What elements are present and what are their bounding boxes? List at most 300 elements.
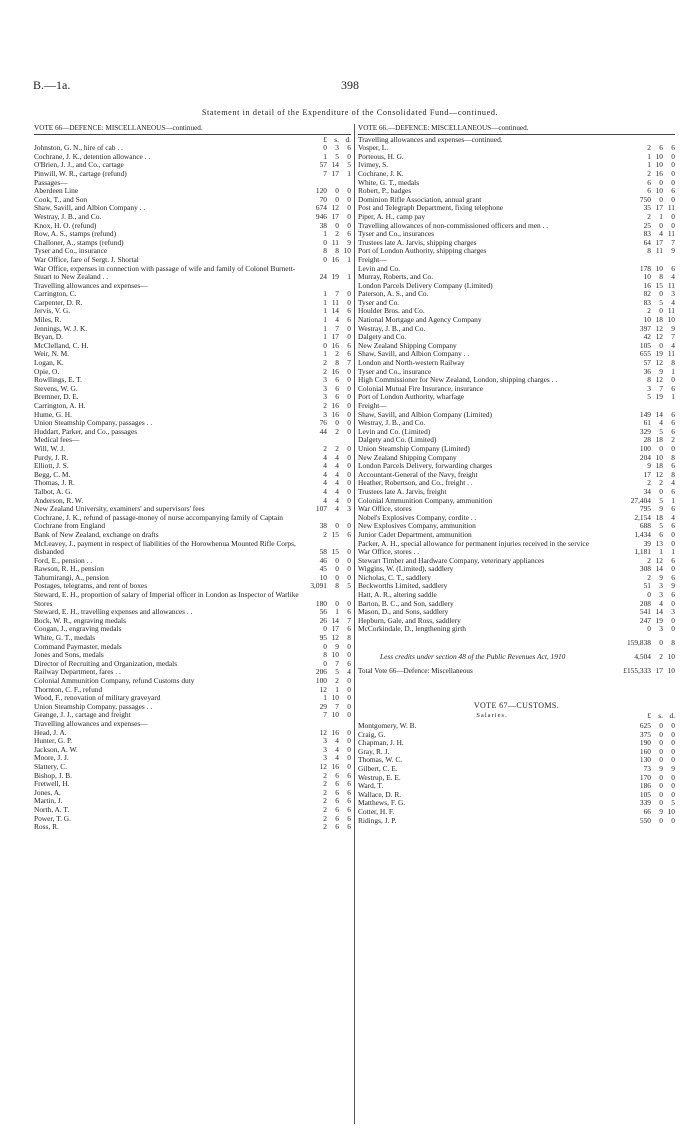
row-pounds: 38 [319,220,327,230]
row-description: Trustees late A. Jarvis, freight [358,487,447,496]
row-pounds: 190 [639,738,651,748]
row-shillings: 0 [659,815,663,825]
row-shillings: 10 [331,650,339,660]
row-shillings: 0 [659,798,663,808]
table-row [358,514,675,523]
row-description: Craig, G. [358,730,386,739]
row-pounds: 180 [315,598,327,608]
row-shillings: 9 [659,366,663,376]
row-description: Travelling allowances and expenses— [34,281,148,290]
table-row [34,170,351,179]
row-description: Wiggins, W. (Limited), saddlery [358,565,454,574]
table-row [358,170,675,179]
row-pounds: 0 [647,590,651,600]
table-row [34,196,351,205]
row-pounds: 76 [319,418,327,428]
row-pounds: 105 [639,340,651,350]
row-pounds: 8 [323,650,327,660]
row-description: New Zealand Shipping Company [358,341,457,350]
row-description: Will, W. J. [34,444,66,453]
row-pounds: 0 [323,624,327,634]
row-pence: 11 [667,280,675,290]
row-pounds: 550 [639,815,651,825]
table-row [34,385,351,394]
row-pounds: 625 [639,721,651,730]
row-pounds: 8 [323,246,327,256]
row-pounds: 120 [315,186,327,196]
row-description: Levin and Co. [358,264,401,273]
left-column [34,124,351,832]
row-description: Fretwell, H. [34,780,70,789]
table-row [34,625,351,634]
table-row [358,548,675,557]
row-shillings: 16 [331,340,339,350]
row-pounds: 4 [323,478,327,488]
row-pence: 0 [347,203,351,213]
row-description: London and North-western Railway [358,359,465,368]
row-description: Power, T. G. [34,814,71,823]
row-pence: 0 [347,194,351,204]
table-row [34,643,351,652]
row-pence: 0 [347,418,351,428]
row-pounds: 9 [647,461,651,471]
row-description: Ivimey, S. [358,161,389,170]
row-pounds: 655 [639,349,651,359]
row-pounds: 2 [647,211,651,221]
row-pounds: 3 [323,753,327,763]
row-pence: 6 [347,607,351,617]
row-pounds: 397 [639,323,651,333]
row-pounds: 0 [647,624,651,634]
row-description: Union Steamship Company, passages . . [34,419,153,428]
table-row [34,565,351,574]
row-pounds: 57 [319,160,327,170]
table-row [34,333,351,342]
row-pence: 6 [671,572,675,582]
row-description: Jennings, W. J. K. [34,324,88,333]
row-description: London Parcels Delivery, forwarding charges [358,462,493,471]
row-pence: 6 [671,461,675,471]
row-shillings: 19 [655,349,663,359]
table-row [34,488,351,497]
row-pence: 7 [347,615,351,625]
row-pence: 1 [671,392,675,402]
row-shillings: 0 [335,186,339,196]
row-pounds: 35 [643,203,651,213]
shillings-header: s. [658,711,663,721]
table-row [34,161,351,170]
row-shillings: 10 [655,151,663,161]
row-shillings: 18 [655,435,663,445]
row-shillings: 1 [335,607,339,617]
row-shillings: 0 [335,555,339,565]
row-description: Hepburn, Gale, and Ross, saddlery [358,616,461,625]
row-shillings: 2 [335,349,339,359]
row-shillings: 2 [659,478,663,488]
table-row [34,729,351,738]
row-pence: 0 [347,495,351,505]
row-description: Miles, R. [34,316,62,325]
row-pence: 0 [347,736,351,746]
table-row [358,187,675,196]
row-pounds: 2 [323,358,327,368]
row-pence: 5 [671,798,675,808]
page-number: 398 [341,78,359,92]
row-pence: 6 [347,822,351,832]
row-description: Levin and Co. (Limited) [358,427,431,436]
row-pounds: 64 [643,237,651,247]
row-pence: 0 [671,781,675,791]
row-pounds: 38 [319,521,327,531]
row-pence: 6 [671,409,675,419]
row-shillings: 16 [331,366,339,376]
row-description: Robert, P., badges [358,187,412,196]
total-pence: 10 [667,666,675,676]
row-shillings: 9 [659,806,663,816]
row-shillings: 0 [659,306,663,316]
row-shillings: 4 [335,736,339,746]
row-pounds: 1 [647,151,651,161]
row-pence: 6 [347,787,351,797]
row-pounds: 795 [639,504,651,514]
row-shillings: 4 [335,461,339,471]
row-pence: 1 [671,366,675,376]
row-pounds: 1 [323,349,327,359]
pence-header: d. [345,134,351,144]
less-credits-pounds: 4,504 [634,651,651,661]
table-row [34,307,351,316]
table-row [358,436,675,445]
row-pence: 6 [347,306,351,316]
table-row [34,668,351,677]
table-row [358,385,675,394]
row-pence: 0 [347,297,351,307]
row-description: Director of Recruiting and Organization, medals [34,659,178,668]
row-shillings: 3 [335,143,339,153]
table-row [358,565,675,574]
row-shillings: 16 [331,761,339,771]
row-pounds: 186 [639,781,651,791]
table-row [34,402,351,411]
row-pounds: 45 [319,564,327,574]
table-row [358,617,675,626]
row-description: Bishop, J. B. [34,771,72,780]
row-pence: 0 [671,815,675,825]
row-description: Jones, A. [34,788,61,797]
row-pence: 0 [347,289,351,299]
row-pence: 10 [343,246,351,256]
table-row [358,368,675,377]
row-description: Tyser and Co. [358,298,400,307]
row-pounds: 208 [639,598,651,608]
row-shillings: 14 [331,615,339,625]
row-pence: 0 [347,211,351,221]
row-pence: 0 [347,323,351,333]
row-pounds: 4 [323,469,327,479]
table-row [34,445,351,454]
row-pounds: 29 [319,701,327,711]
row-pounds: 51 [643,581,651,591]
right-expenditure-list [358,136,675,634]
row-pence: 1 [671,495,675,505]
row-shillings: 4 [335,744,339,754]
row-shillings: 15 [331,529,339,539]
row-pence: 0 [671,220,675,230]
table-row [358,273,675,282]
row-pence: 7 [671,237,675,247]
table-row [358,239,675,248]
row-pence: 10 [667,315,675,325]
row-description: Jervis, V. G. [34,307,71,316]
row-pence: 0 [347,375,351,385]
row-pence: 0 [347,710,351,720]
row-shillings: 6 [335,804,339,814]
row-pounds: 6 [647,186,651,196]
row-pence: 8 [671,452,675,462]
row-shillings: 7 [335,701,339,711]
row-shillings: 17 [655,237,663,247]
table-row [34,419,351,428]
table-row [34,222,351,231]
table-row [358,290,675,299]
row-pounds: 83 [643,297,651,307]
row-shillings: 6 [335,822,339,832]
subtotal-pounds: 159,838 [626,638,651,648]
row-description: Post and Telegraph Department, fixing telephone [358,204,504,213]
row-pounds: 130 [639,755,651,765]
row-pence: 9 [671,323,675,333]
less-credits-row [358,653,675,662]
row-shillings: 7 [335,323,339,333]
row-pounds: 61 [643,418,651,428]
row-pence: 6 [347,779,351,789]
table-row [34,393,351,402]
right-column-heading: VOTE 66.—DEFENCE: MISCELLANEOUS—continued. [358,124,529,132]
row-shillings: 6 [335,375,339,385]
row-pounds: 4 [323,461,327,471]
row-shillings: 18 [655,461,663,471]
row-description: Pinwill, W. R., cartage (refund) [34,169,127,178]
row-shillings: 0 [659,781,663,791]
table-row [34,350,351,359]
row-shillings: 0 [659,177,663,187]
row-description: Freight— [358,402,387,410]
row-pence: 6 [347,658,351,668]
row-pounds: 375 [639,729,651,739]
row-description: Ward, T. [358,782,384,791]
table-row [34,608,351,617]
row-pounds: 160 [639,746,651,756]
row-shillings: 4 [335,486,339,496]
table-row [34,153,351,162]
row-description: Huddart, Parker, and Co., passages [34,427,138,436]
row-shillings: 6 [335,779,339,789]
table-row [358,428,675,437]
row-pence: 0 [671,729,675,739]
table-row [34,797,351,806]
table-row [34,230,351,239]
row-shillings: 4 [335,452,339,462]
row-pence: 4 [671,272,675,282]
row-pounds: 2 [647,555,651,565]
row-pence: 0 [347,701,351,711]
total-shillings: 17 [655,666,663,676]
row-pounds: 946 [315,211,327,221]
row-pence: 7 [671,332,675,342]
row-description: War Office, fare of Sergt. J. Shortal [34,255,139,264]
row-pounds: 66 [643,806,651,816]
row-pence: 6 [347,315,351,325]
row-description: Begg, C. M. [34,470,71,479]
row-description: Bremner, D. E. [34,393,79,402]
row-shillings: 14 [655,607,663,617]
row-pence: 3 [671,289,675,299]
row-description: Aberdeen Line [34,187,79,196]
table-row [358,196,675,205]
table-row [358,161,675,170]
row-description: O'Brien, J. J., and Co., cartage [34,161,124,170]
row-description: Postages, telegrams, and rent of boxes [34,582,148,591]
row-pounds: 1 [323,693,327,703]
table-row [34,368,351,377]
row-shillings: 14 [655,564,663,574]
row-pounds: 2 [323,804,327,814]
row-pounds: 1 [323,297,327,307]
row-description: War Office, stores [358,505,412,514]
table-row [358,402,675,411]
row-description: Travelling allowances and expenses— [34,719,148,728]
row-pounds: 34 [643,486,651,496]
row-pence: 6 [347,529,351,539]
row-shillings: 16 [331,254,339,264]
left-column-heading: VOTE 66—DEFENCE: MISCELLANEOUS—continued. [34,124,203,132]
row-pounds: 36 [643,366,651,376]
row-description: Jones and Sons, medals [34,651,104,660]
shillings-header: s. [334,134,339,144]
table-row [34,359,351,368]
row-description: Medical fees— [34,436,80,445]
row-shillings: 9 [335,641,339,651]
row-pounds: 12 [319,727,327,737]
row-shillings: 1 [659,547,663,557]
row-description: Tahumirangi, A., pension [34,573,109,582]
row-description: McLeavey, J., payment in respect of liabilities of the Horowhenua Mounted Rifle Corps, disbanded [34,539,296,557]
row-pence: 6 [347,804,351,814]
row-description: Logan, K. [34,359,64,368]
table-row [34,316,351,325]
row-description: Martin, J. [34,797,63,806]
row-pence: 0 [671,624,675,634]
table-row [358,136,675,145]
less-credits-pence: 10 [667,651,675,661]
row-description: Union Steamship Company (Limited) [358,444,470,453]
row-pounds: 2 [323,770,327,780]
row-description: Thomas, W. C. [358,756,403,765]
row-description: Carrington, C. [34,290,77,299]
row-description: Nobel's Explosives Company, cordite . . [358,513,477,522]
table-row [34,204,351,213]
row-pence: 0 [347,186,351,196]
row-description: Barton, B. C., and Son, saddlery [358,599,454,608]
row-pence: 0 [347,332,351,342]
row-description: Hume, G. H. [34,410,72,419]
row-description: Piper, A. H., camp pay [358,212,426,221]
row-pence: 0 [671,443,675,453]
row-shillings: 10 [331,710,339,720]
row-shillings: 19 [331,272,339,282]
row-description: Knox, H. O. (refund) [34,221,97,230]
table-row [358,479,675,488]
heading-rule [358,134,675,135]
row-pence: 6 [671,426,675,436]
row-description: Carpenter, D. R. [34,298,83,307]
row-shillings: 0 [335,418,339,428]
row-pounds: 10 [643,315,651,325]
row-description: Junior Cadet Department, ammunition [358,530,472,539]
heading-rule [34,134,351,135]
column-divider [354,124,355,1124]
row-pence: 8 [671,358,675,368]
row-shillings: 7 [335,658,339,668]
row-pence: 0 [347,684,351,694]
table-row [34,179,351,188]
row-pounds: 10 [319,572,327,582]
table-row [34,540,351,557]
row-shillings: 4 [659,418,663,428]
row-description: Command Paymaster, medals [34,642,122,651]
row-shillings: 10 [655,452,663,462]
row-description: Colonial Mutual Fire Insurance, insurance [358,384,483,393]
row-shillings: 8 [335,581,339,591]
row-shillings: 12 [655,555,663,565]
row-description: Hatt, A. R., altering saddle [358,591,437,600]
table-row [358,179,675,188]
row-pence: 6 [671,521,675,531]
table-row [34,411,351,420]
row-pence: 5 [347,160,351,170]
row-shillings: 8 [335,246,339,256]
row-pounds: 2 [647,572,651,582]
table-row [34,265,351,282]
row-shillings: 11 [331,237,339,247]
row-pounds: 8 [647,246,651,256]
table-row [358,600,675,609]
row-pounds: 57 [643,358,651,368]
row-pence: 4 [347,667,351,677]
row-description: Purdy, J. R. [34,453,69,462]
row-shillings: 2 [335,426,339,436]
row-shillings: 0 [659,289,663,299]
table-row [358,153,675,162]
row-shillings: 17 [331,624,339,634]
row-description: Shaw, Savill, and Albion Company . . [34,204,146,213]
row-description: Carrington, A. H. [34,402,86,410]
row-description: Ridings, J. P. [358,816,397,825]
row-pence: 0 [347,693,351,703]
row-pence: 6 [671,263,675,273]
row-pounds: 10 [643,272,651,282]
row-shillings: 10 [655,186,663,196]
table-row [34,806,351,815]
row-pence: 0 [671,738,675,748]
row-pence: 6 [347,796,351,806]
row-pounds: 3 [323,736,327,746]
row-description: White, G. T., medals [358,178,420,187]
pounds-header: £ [323,134,327,144]
row-shillings: 17 [655,203,663,213]
table-row [358,265,675,274]
row-pence: 6 [671,418,675,428]
